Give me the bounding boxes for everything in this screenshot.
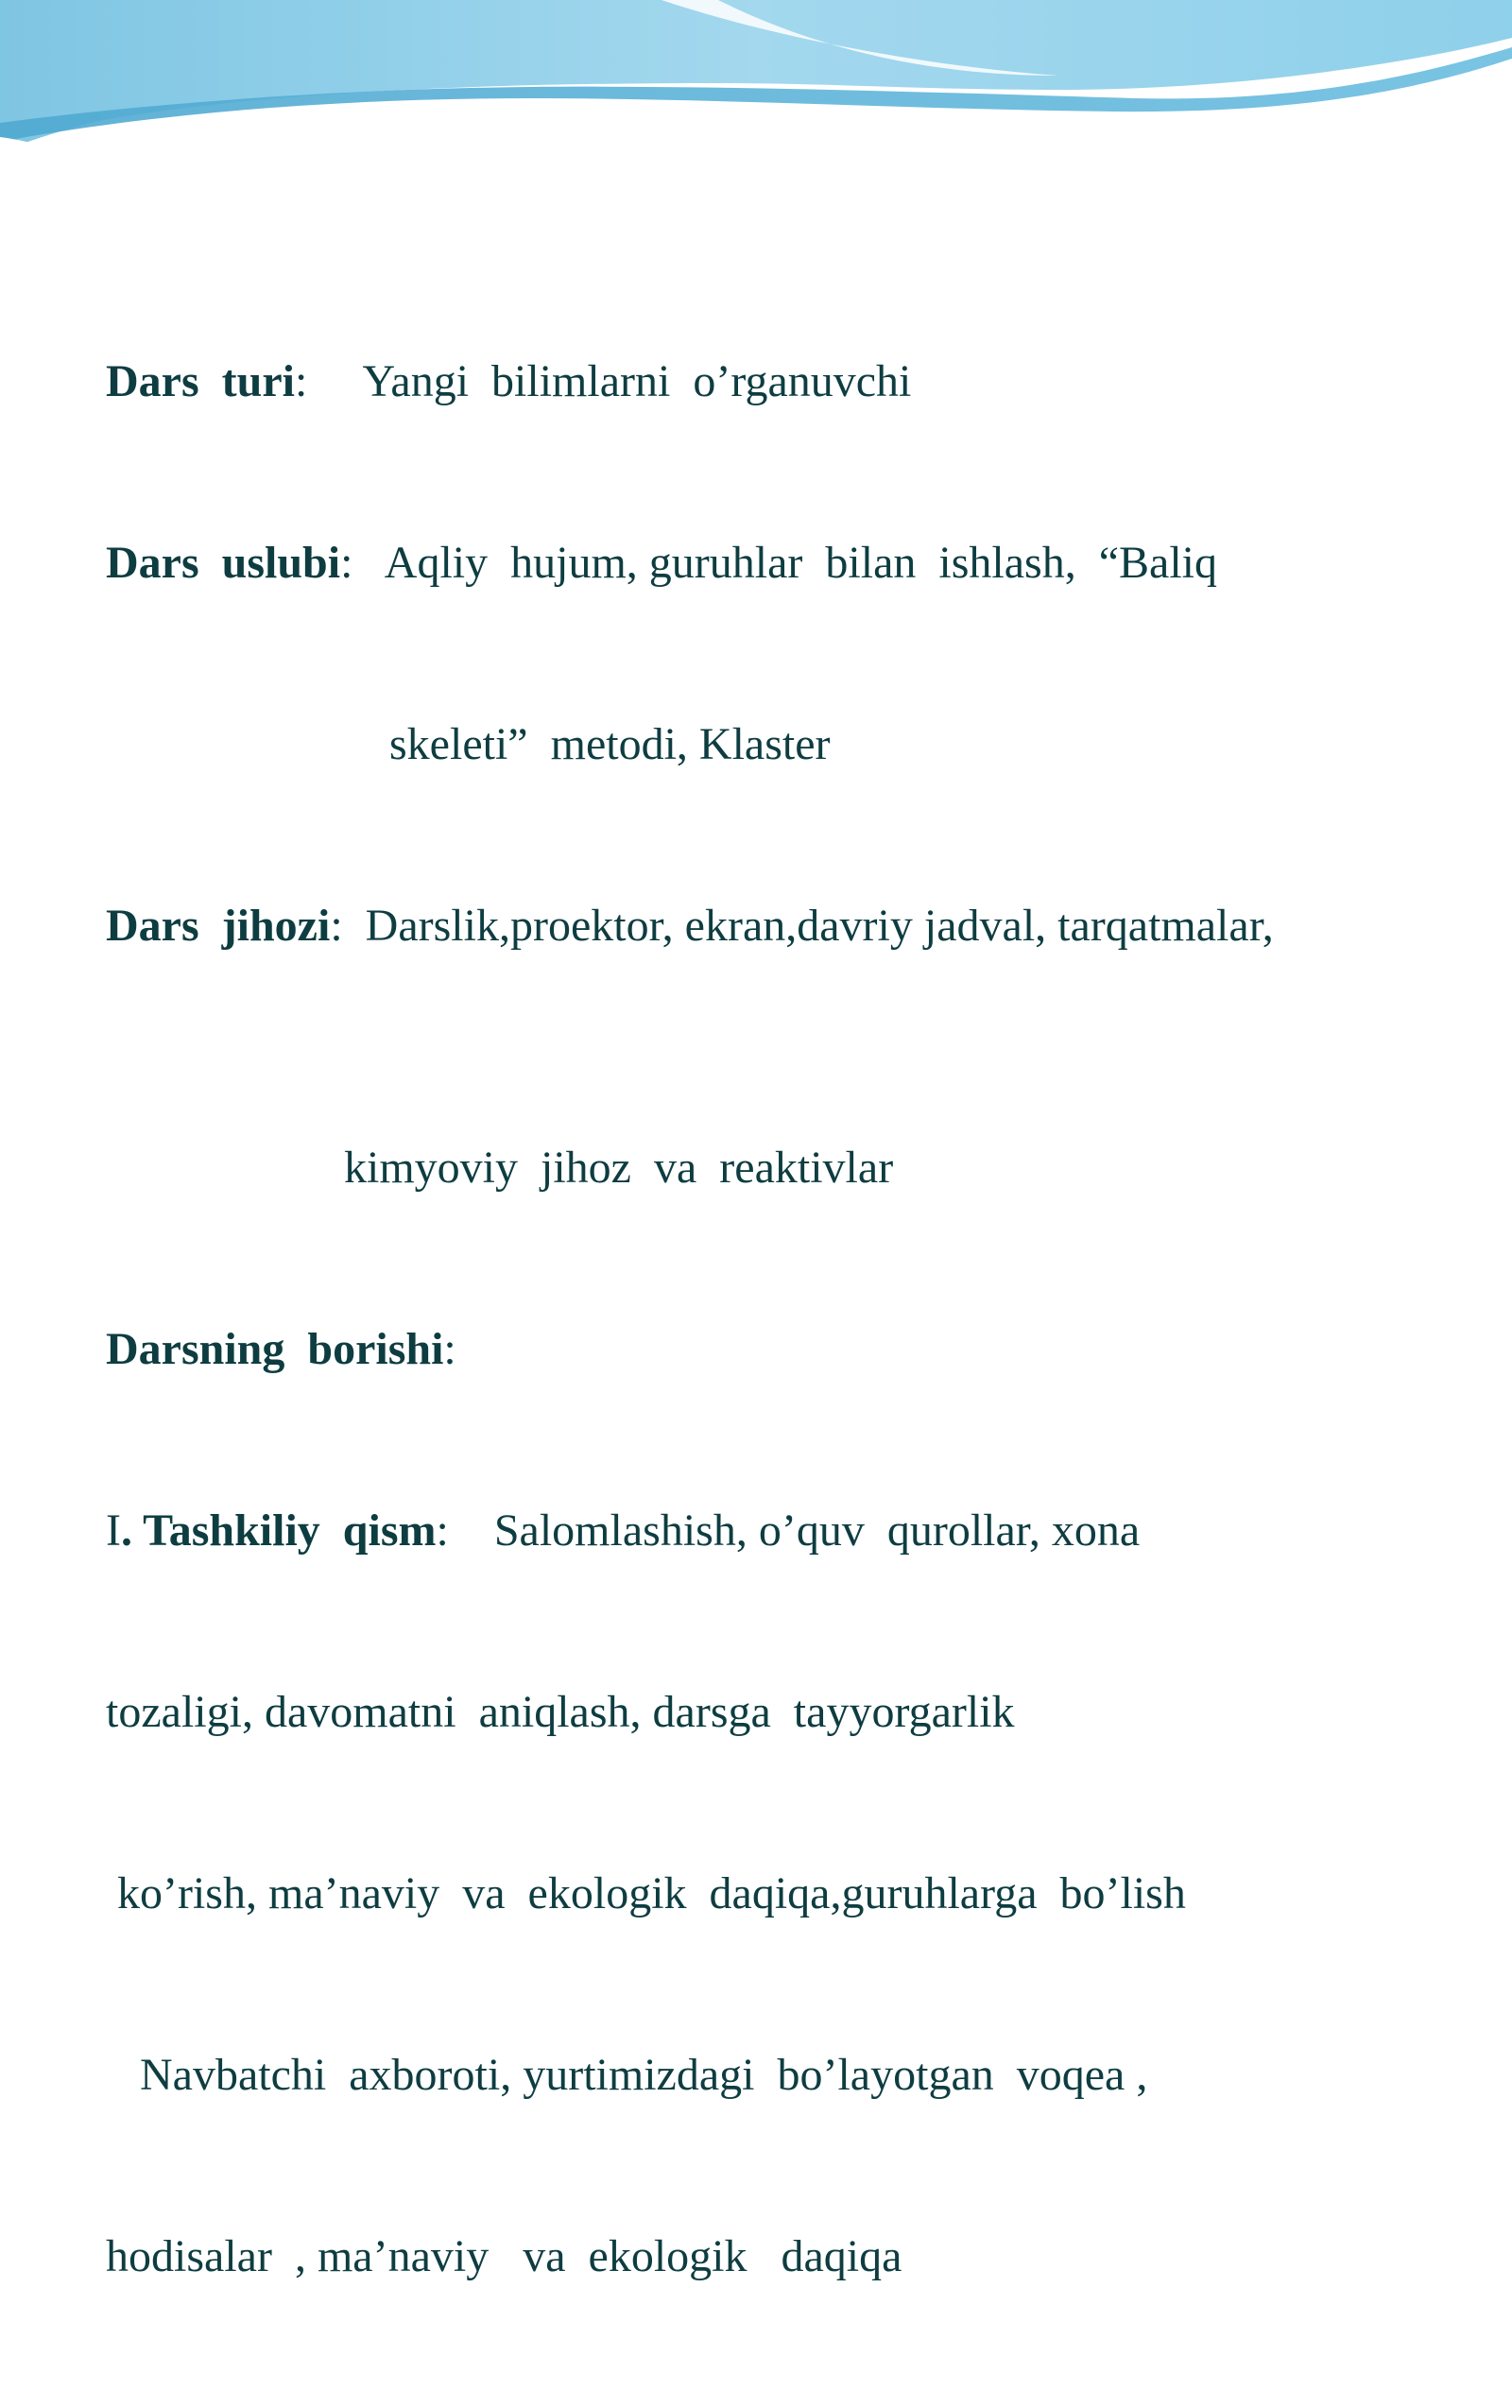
text-line-dars-uslubi (106, 533, 1486, 593)
text-line-body-4 (106, 2227, 1486, 2287)
value-dars-jihozi: Darslik,proektor, ekran,davriy jadval, tarqatmalar, (342, 901, 1274, 951)
label-dars-jihozi: Dars jihozi (106, 901, 331, 951)
body-text: tozaligi, davomatni aniqlash, darsga tayyorgarlik (106, 1687, 1015, 1737)
prefix-roman-one: I (106, 1505, 121, 1556)
text-line-dars-jihozi-cont (106, 1138, 1486, 1198)
text-line-dars-uslubi-cont (106, 714, 1486, 775)
header-wave-decoration (0, 0, 1512, 189)
colon: : (436, 1505, 449, 1556)
label-dars-turi: Dars turi (106, 356, 295, 406)
value-dars-turi: Yangi bilimlarni o’rganuvchi (307, 356, 912, 406)
colon: : (443, 1324, 456, 1374)
text-line-body-2 (106, 1864, 1486, 1924)
body-text: Navbatchi axboroti, yurtimizdagi bo’layotgan voqea , (106, 2050, 1148, 2100)
body-text: hodisalar , ma’naviy va ekologik daqiqa (106, 2231, 902, 2281)
value-tashkiliy-qism: Salomlashish, o’quv qurollar, xona (448, 1505, 1141, 1556)
colon: : (330, 901, 343, 951)
text-line-body-1 (106, 1682, 1486, 1743)
value-dars-jihozi-cont: kimyoviy jihoz va reaktivlar (106, 1143, 894, 1193)
label-tashkiliy-qism: . Tashkiliy qism (120, 1505, 437, 1556)
lesson-plan-text (106, 231, 1486, 2408)
colon: : (340, 538, 353, 588)
body-text: ko’rish, ma’naviy va ekologik daqiqa,guruhlarga bo’lish (106, 1868, 1186, 1918)
text-line-tashkiliy-qism (106, 1501, 1486, 1561)
value-dars-uslubi-cont: skeleti” metodi, Klaster (106, 719, 831, 769)
text-line-dars-turi (106, 352, 1486, 412)
text-line-darsning-borishi (106, 1319, 1486, 1380)
value-dars-uslubi: Aqliy hujum, guruhlar bilan ishlash, “Baliq (352, 538, 1218, 588)
text-line-dars-jihozi (106, 896, 1486, 1017)
label-darsning-borishi: Darsning borishi (106, 1324, 444, 1374)
label-dars-uslubi: Dars uslubi (106, 538, 341, 588)
colon: : (294, 356, 308, 406)
text-line-body-3 (106, 2045, 1486, 2106)
